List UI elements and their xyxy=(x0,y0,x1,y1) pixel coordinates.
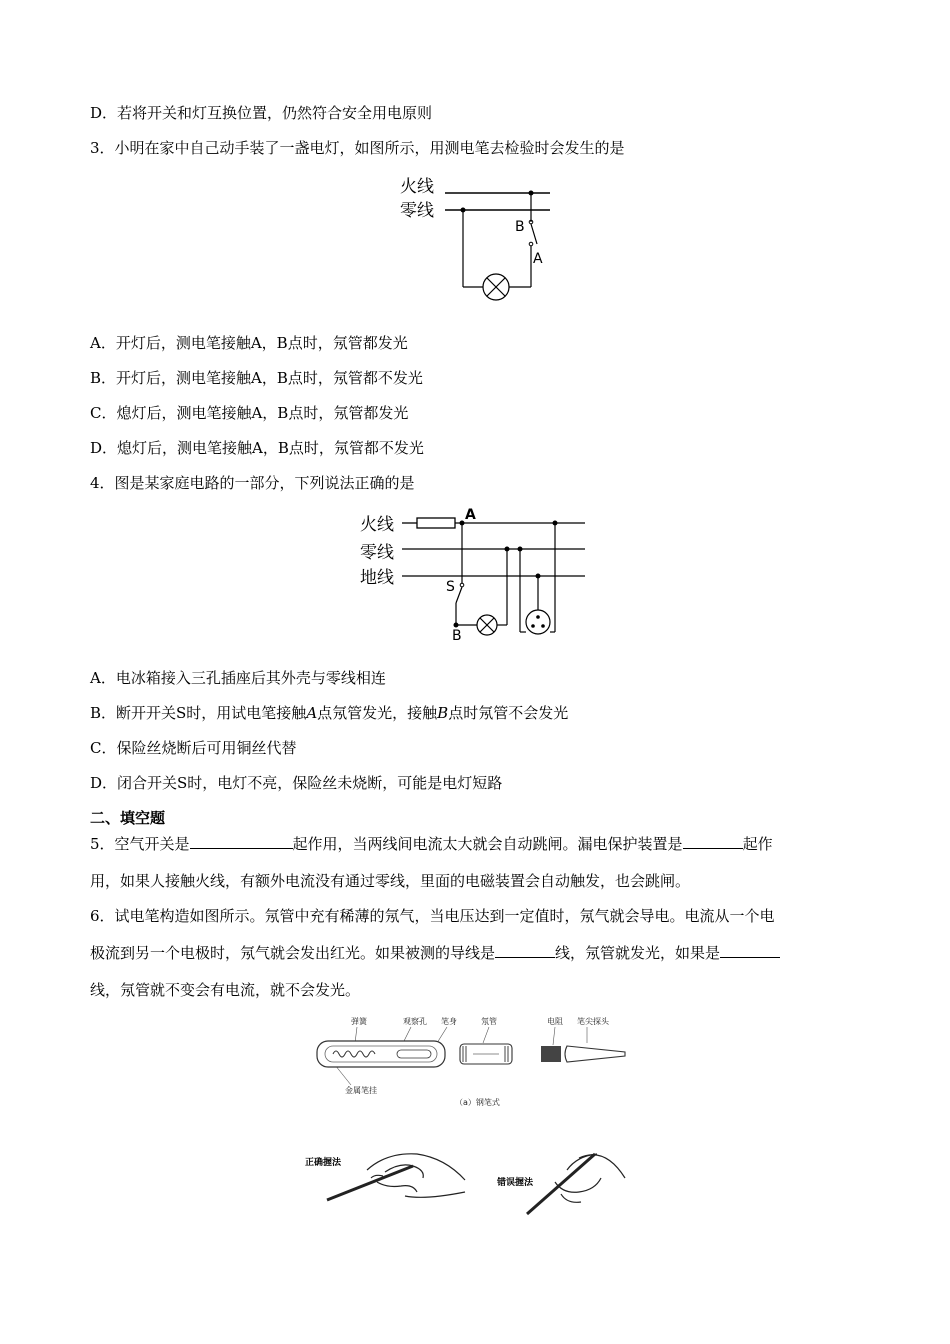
pen-tip xyxy=(565,1046,625,1062)
q5-blank-1[interactable] xyxy=(190,834,293,849)
q6-blank-2[interactable] xyxy=(720,943,780,958)
q4-option-a: A．电冰箱接入三孔插座后其外壳与零线相连 xyxy=(90,669,386,687)
q4-point-b: B xyxy=(452,628,462,644)
q4-circuit-figure xyxy=(360,505,600,645)
pen-label-neon: 氖管 xyxy=(481,1017,497,1026)
q3-point-b: B xyxy=(515,219,525,235)
q4-neutral-label: 零线 xyxy=(360,543,394,563)
q3-point-a: A xyxy=(533,251,543,267)
q4-fuse xyxy=(417,518,455,528)
q3-live-label: 火线 xyxy=(400,177,434,197)
q4-option-d: D．闭合开关S时，电灯不亮，保险丝未烧断，可能是电灯短路 xyxy=(90,774,503,792)
q3-circuit-figure xyxy=(395,172,560,302)
q4-live-label: 火线 xyxy=(360,515,394,535)
q4-option-b-text-1: B．断开开关S时，用试电笔接触 xyxy=(90,704,307,722)
section-title: 二、填空题 xyxy=(90,809,166,827)
q4-option-b-text-3: 点时氖管不会发光 xyxy=(448,704,569,722)
wrong-hold-hand xyxy=(527,1154,625,1214)
q5-line2: 用，如果人接触火线，有额外电流没有通过零线，里面的电磁装置会自动触发，也会跳闸。 xyxy=(90,872,691,890)
q3-option-d: D．熄灯后，测电笔接触A，B点时，氖管都不发光 xyxy=(90,439,424,457)
q5-blank-2[interactable] xyxy=(683,834,743,849)
q4-switch-s: S xyxy=(446,579,455,595)
q3-switch-blade xyxy=(531,224,537,244)
q4-option-b-point-b: B xyxy=(437,704,449,722)
q4-option-b-text-2: 点氖管发光，接触 xyxy=(317,704,438,722)
q3-stem: 3．小明在家中自己动手装了一盏电灯，如图所示，用测电笔去检验时会发生的是 xyxy=(90,139,625,157)
q5-text-1: 5．空气开关是 xyxy=(90,835,190,853)
q5-text-2: 起作用，当两线间电流太大就会自动跳闸。漏电保护装置是 xyxy=(292,835,683,853)
q4-option-c: C．保险丝烧断后可用铜丝代替 xyxy=(90,739,297,757)
q4-earth-label: 地线 xyxy=(360,568,394,588)
q3-option-b: B．开灯后，测电笔接触A，B点时，氖管都不发光 xyxy=(90,369,423,387)
correct-hold-label: 正确握法 xyxy=(305,1158,342,1168)
q5-line1 xyxy=(90,834,773,854)
pen-body xyxy=(317,1041,445,1067)
q6-pen-figure xyxy=(305,1013,645,1113)
q4-stem: 4．图是某家庭电路的一部分，下列说法正确的是 xyxy=(90,474,415,492)
q6-line2 xyxy=(90,943,780,963)
pen-label-resistor: 电阻 xyxy=(547,1017,563,1026)
q5-text-3: 起作 xyxy=(742,835,773,853)
pen-label-tip: 笔尖探头 xyxy=(577,1017,609,1026)
q4-option-b xyxy=(90,703,568,723)
pen-label-body: 笔身 xyxy=(441,1017,457,1026)
q6-blank-1[interactable] xyxy=(495,943,555,958)
q4-point-a: A xyxy=(465,507,476,523)
wrong-hold-label: 错误握法 xyxy=(497,1178,534,1188)
q4-switch-blade xyxy=(456,587,462,603)
q6-line3: 线，氖管就不变会有电流，就不会发光。 xyxy=(90,981,361,999)
correct-hold-hand xyxy=(327,1154,465,1200)
pen-resistor xyxy=(541,1046,561,1062)
q6-holding-figure xyxy=(305,1148,645,1218)
q6-text-2: 线，氖管就发光，如果是 xyxy=(555,944,721,962)
q4-option-b-point-a: A xyxy=(306,704,318,722)
pen-label-clip: 金属笔挂 xyxy=(345,1086,377,1095)
q3-option-a: A．开灯后，测电笔接触A，B点时，氖管都发光 xyxy=(90,334,408,352)
q6-line1: 6．试电笔构造如图所示。氖管中充有稀薄的氖气，当电压达到一定值时，氖气就会导电。电流从一个电 xyxy=(90,907,775,925)
q3-neutral-label: 零线 xyxy=(400,201,434,221)
pen-label-window: 观察孔 xyxy=(403,1017,427,1026)
q6-text-1: 极流到另一个电极时，氖气就会发出红光。如果被测的导线是 xyxy=(90,944,496,962)
q4-socket-icon xyxy=(526,610,550,634)
q4-switch-contact xyxy=(460,583,464,587)
pen-caption: （a）钢笔式 xyxy=(455,1098,500,1107)
pen-label-spring: 弹簧 xyxy=(351,1017,367,1026)
q3-option-c: C．熄灯后，测电笔接触A，B点时，氖管都发光 xyxy=(90,404,409,422)
q2-option-d: D．若将开关和灯互换位置，仍然符合安全用电原则 xyxy=(90,104,433,122)
